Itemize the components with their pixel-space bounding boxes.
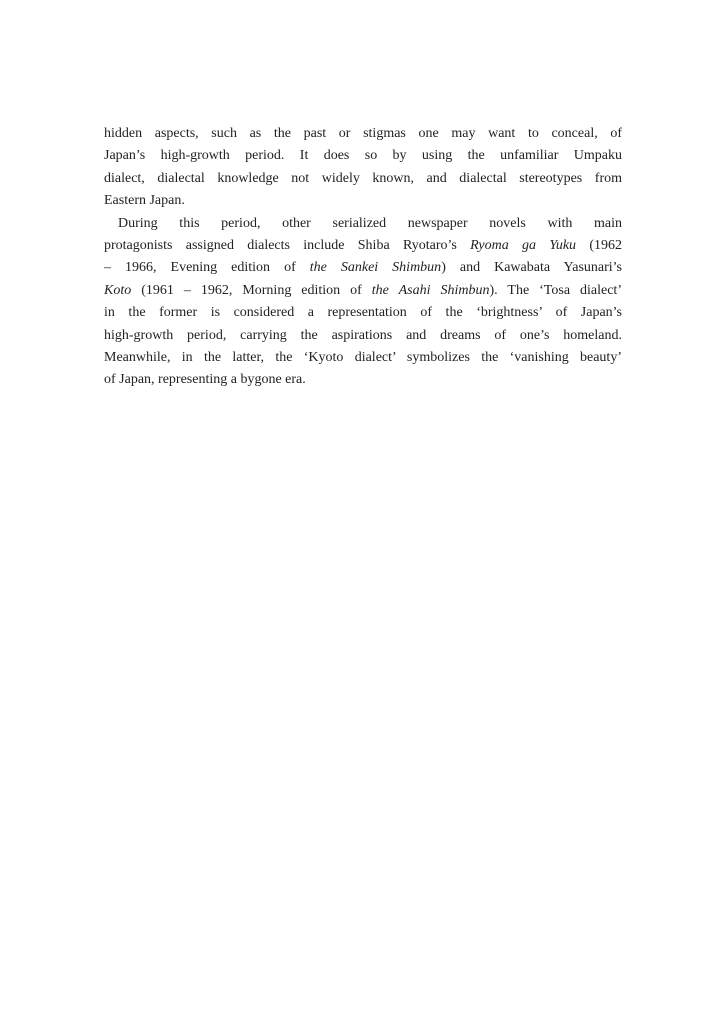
text-span: ) and Kawabata Yasunari’s [441,260,623,276]
novel-title-koto: Koto [104,282,132,298]
text-line: During this period, other serialized newspaper novels with main [118,215,622,231]
text-line: of Japan, representing a bygone era. [104,372,306,388]
text-span: protagonists assigned dialects include Shiba Ryotaro’s [104,237,471,253]
newspaper-title-sankei: the Sankei Shimbun [309,260,442,276]
text-span: (1962 [576,237,622,253]
paragraph-2 [104,213,622,392]
text-line: in the former is considered a representation of the ‘brightness’ of Japan’s [104,305,622,321]
text-line: Meanwhile, in the latter, the ‘Kyoto dialect’ symbolizes the ‘vanishing beauty’ [104,349,622,365]
novel-title-ryoma: Ryoma ga Yuku [470,237,577,253]
text-line: Eastern Japan. [104,193,185,209]
text-line: Japan’s high-growth period. It does so by using the unfamiliar Umpaku [104,148,622,164]
body-text [104,123,622,392]
text-line [104,235,622,257]
text-line: hidden aspects, such as the past or stigmas one may want to conceal, of [104,126,622,141]
newspaper-title-asahi: the Asahi Shimbun [371,282,490,298]
text-span: (1961 – 1962, Morning edition of [131,282,372,298]
text-span: ). The ‘Tosa dialect’ [489,282,622,298]
text-line: dialect, dialectal knowledge not widely known, and dialectal stereotypes from [104,170,622,186]
text-line: high-growth period, carrying the aspirations and dreams of one’s homeland. [104,327,622,343]
paragraph-1 [104,123,622,213]
text-span: – 1966, Evening edition of [104,260,310,276]
text-line [104,257,622,279]
text-line [104,280,622,302]
